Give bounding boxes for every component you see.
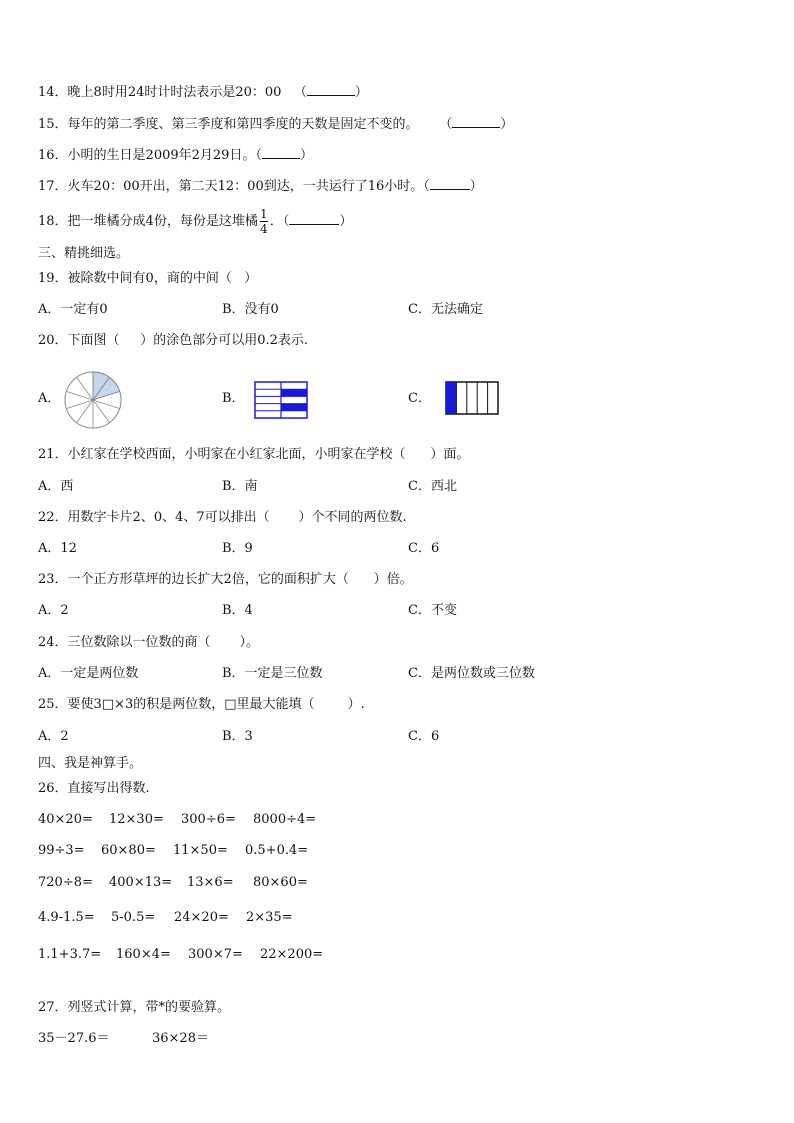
section-3-heading: 三、精挑细选。 xyxy=(38,246,130,261)
question-24: 24．三位数除以一位数的商（ ）。 xyxy=(38,635,259,650)
calc-item: 40×20= xyxy=(38,812,93,827)
q15-answer-blank[interactable] xyxy=(452,115,500,128)
vertical-calc-item: 36×28＝ xyxy=(152,1031,209,1046)
q17-text: 火车20：00开出，第二天12：00到达，一共运行了16小时。（ xyxy=(67,179,430,194)
q24-option-c[interactable]: C．是两位数或三位数 xyxy=(408,666,535,681)
q18-fraction xyxy=(260,208,268,235)
q21-option-b[interactable]: B．南 xyxy=(222,479,258,494)
q21-option-c[interactable]: C．西北 xyxy=(408,479,457,494)
question-19: 19．被除数中间有0，商的中间（ ） xyxy=(38,271,258,286)
q18-close-paren: ） xyxy=(339,214,353,229)
calc-item: 720÷8= xyxy=(38,875,93,890)
question-23: 23．一个正方形草坪的边长扩大2倍，它的面积扩大（ ）倍。 xyxy=(38,572,413,587)
q18-after: ．（ xyxy=(269,214,290,229)
fraction-denominator: 4 xyxy=(260,222,268,236)
q15-open-paren: （ xyxy=(439,117,453,132)
calc-item: 0.5+0.4= xyxy=(245,843,309,858)
q21-option-a[interactable]: A．西 xyxy=(38,479,74,494)
calc-item: 160×4= xyxy=(116,947,171,962)
q15-text: 每年的第二季度、第三季度和第四季度的天数是固定不变的。 xyxy=(67,117,419,132)
question-16 xyxy=(38,146,313,164)
question-20: 20．下面图（ ）的涂色部分可以用0.2表示. xyxy=(38,333,309,348)
q22-option-c[interactable]: C．6 xyxy=(408,541,440,556)
calc-item: 8000÷4= xyxy=(253,812,317,827)
q16-answer-blank[interactable] xyxy=(262,146,300,159)
q23-option-b[interactable]: B．4 xyxy=(222,603,253,618)
calc-item: 300×7= xyxy=(188,947,243,962)
q14-number: 14． xyxy=(38,85,68,100)
calc-item: 12×30= xyxy=(109,812,164,827)
q25-option-b[interactable]: B．3 xyxy=(222,729,253,744)
calc-item: 11×50= xyxy=(173,843,228,858)
q14-open-paren: （ xyxy=(293,85,307,100)
calc-item: 300÷6= xyxy=(181,812,236,827)
section-4-heading: 四、我是神算手。 xyxy=(38,756,143,771)
calc-item: 2×35= xyxy=(246,910,293,925)
q17-answer-blank[interactable] xyxy=(430,177,470,190)
q17-number: 17． xyxy=(38,179,68,194)
grid-figure-b xyxy=(254,381,308,419)
question-14 xyxy=(38,83,368,101)
q24-option-a[interactable]: A．一定是两位数 xyxy=(38,666,139,681)
calc-item: 24×20= xyxy=(174,910,229,925)
q16-number: 16． xyxy=(38,148,68,163)
question-26-title: 26．直接写出得数. xyxy=(38,781,150,796)
q18-answer-blank[interactable] xyxy=(289,212,339,225)
fraction-numerator: 1 xyxy=(260,207,268,221)
q24-option-b[interactable]: B．一定是三位数 xyxy=(222,666,323,681)
q19-option-b[interactable]: B．没有0 xyxy=(222,302,279,317)
q14-text: 晚上8时用24时计时法表示是20：00 xyxy=(67,85,282,100)
calc-item: 13×6= xyxy=(187,875,234,890)
question-25: 25．要使3□×3的积是两位数，□里最大能填（ ）. xyxy=(38,697,365,712)
question-15 xyxy=(38,115,513,133)
calc-item: 5-0.5= xyxy=(111,910,156,925)
q18-text: 把一堆橘分成4份，每份是这堆橘 xyxy=(67,214,258,229)
question-21: 21．小红家在学校西面，小明家在小红家北面，小明家在学校（ ）面。 xyxy=(38,447,470,462)
q18-number: 18． xyxy=(38,214,68,229)
q14-answer-blank[interactable] xyxy=(307,83,355,96)
calc-item: 400×13= xyxy=(109,875,173,890)
q25-option-c[interactable]: C．6 xyxy=(408,729,440,744)
calc-item: 1.1+3.7= xyxy=(38,947,102,962)
calc-item: 99÷3= xyxy=(38,843,85,858)
strip-figure-c xyxy=(445,381,499,415)
vertical-calc-item: 35－27.6＝ xyxy=(38,1031,110,1046)
q17-close-paren: ） xyxy=(469,179,483,194)
q16-close-paren: ） xyxy=(299,148,313,163)
q22-option-b[interactable]: B．9 xyxy=(222,541,253,556)
q14-close-paren: ） xyxy=(354,85,368,100)
q25-option-a[interactable]: A．2 xyxy=(38,729,69,744)
q20-option-c[interactable]: C． xyxy=(408,391,431,406)
q23-option-c[interactable]: C．不变 xyxy=(408,603,457,618)
q15-close-paren: ） xyxy=(500,117,514,132)
pie-figure-a xyxy=(63,370,123,430)
question-22: 22．用数字卡片2、0、4、7可以排出（ ）个不同的两位数. xyxy=(38,510,407,525)
question-27-title: 27．列竖式计算，带*的要验算。 xyxy=(38,1000,231,1015)
question-18 xyxy=(38,208,352,236)
calc-item: 4.9-1.5= xyxy=(38,910,95,925)
q22-option-a[interactable]: A．12 xyxy=(38,541,77,556)
q19-option-a[interactable]: A．一定有0 xyxy=(38,302,108,317)
q20-option-b[interactable]: B． xyxy=(222,391,245,406)
q15-number: 15． xyxy=(38,117,68,132)
q19-option-c[interactable]: C．无法确定 xyxy=(408,302,483,317)
calc-item: 60×80= xyxy=(101,843,156,858)
q23-option-a[interactable]: A．2 xyxy=(38,603,69,618)
calc-item: 80×60= xyxy=(253,875,308,890)
q16-text: 小明的生日是2009年2月29日。（ xyxy=(67,148,262,163)
question-17 xyxy=(38,177,483,195)
q20-option-a[interactable]: A． xyxy=(38,391,61,406)
calc-item: 22×200= xyxy=(260,947,324,962)
